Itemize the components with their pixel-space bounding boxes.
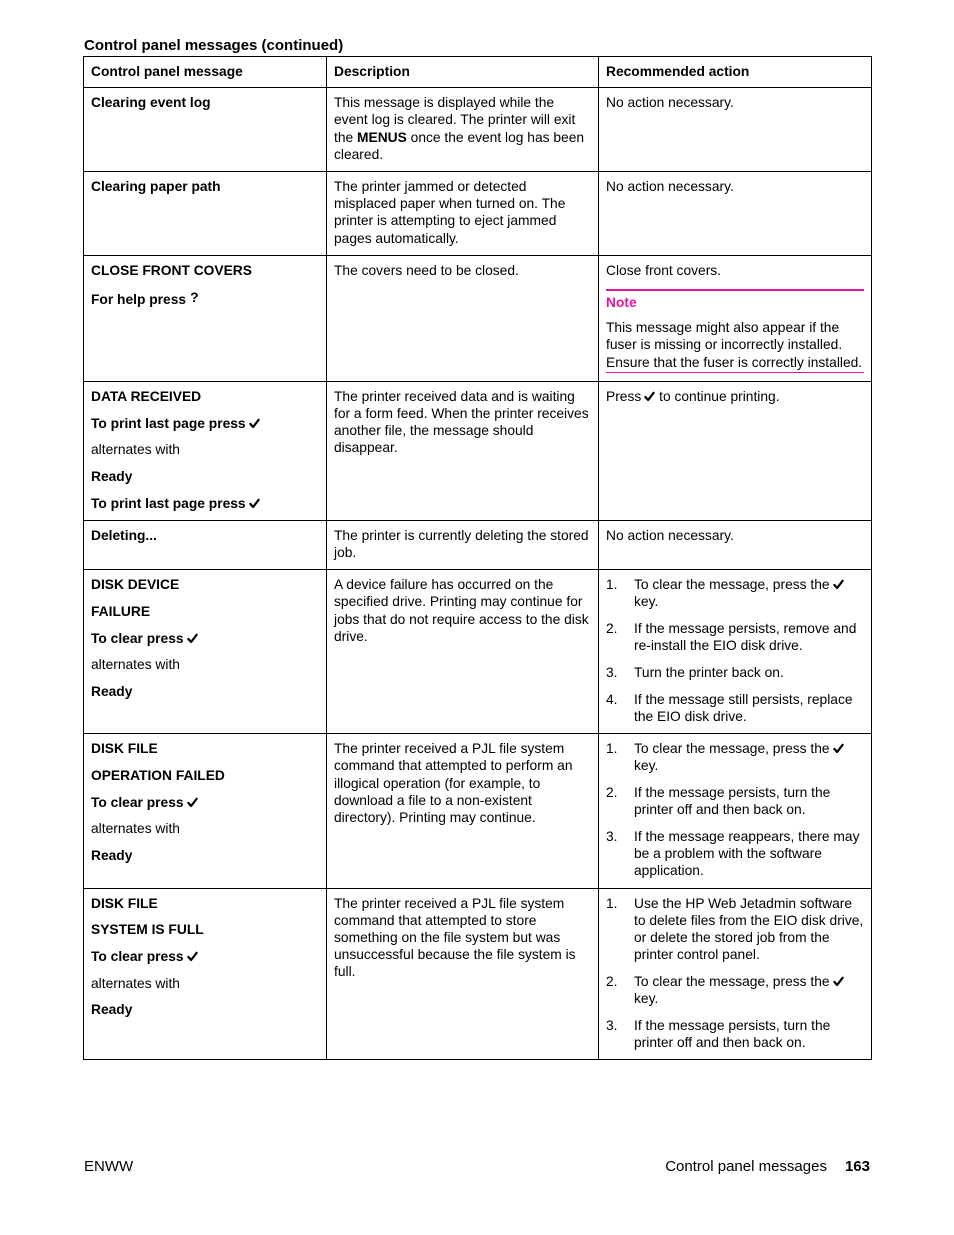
action-cell: No action necessary. (599, 88, 872, 172)
message-line: SYSTEM IS FULL (91, 922, 204, 938)
message-cell (84, 381, 327, 520)
description-text: once the event log has been cleared. (334, 129, 585, 162)
message-line: alternates with (91, 442, 180, 458)
description-text: This message is displayed while the event log is cleared. The printer will exit the (334, 95, 576, 145)
step-text: To clear the message, press the (634, 741, 830, 757)
step-text: If the message persists, remove and re-install the EIO disk drive. (634, 621, 857, 654)
step-text: If the message persists, turn the printer off and then back on. (634, 785, 831, 818)
table-row (84, 381, 872, 520)
message-line (91, 495, 319, 512)
message-line-text: To print last page press (91, 415, 246, 431)
message-line: alternates with (91, 657, 180, 673)
action-cell (599, 381, 872, 520)
list-item (606, 895, 864, 964)
message-line: Ready (91, 1002, 133, 1018)
message-cell (84, 255, 327, 381)
step-number: 4. (606, 691, 618, 707)
step-number: 2. (606, 973, 618, 989)
action-cell (599, 888, 872, 1060)
step-text: To clear the message, press the (634, 973, 830, 989)
note-title: Note (606, 295, 637, 311)
message-line-text: To clear press (91, 949, 184, 965)
message-line-text: To clear press (91, 630, 184, 646)
message-line: Clearing paper path (91, 179, 221, 195)
action-steps (606, 895, 864, 1052)
table-row (84, 888, 872, 1060)
description-cell: The covers need to be closed. (327, 255, 599, 381)
header-description: Description (327, 57, 599, 88)
page-number: 163 (844, 1158, 870, 1175)
action-text: to continue printing. (659, 388, 780, 404)
message-line: FAILURE (91, 603, 151, 619)
description-cell: The printer is currently deleting the stored job. (327, 520, 599, 569)
checkmark-icon (833, 743, 844, 754)
list-item (606, 691, 864, 725)
question-mark-icon: ? (190, 288, 199, 305)
list-item (606, 828, 864, 880)
step-text: If the message still persists, replace the EIO disk drive. (634, 691, 853, 724)
table-row (84, 520, 872, 569)
description-cell: A device failure has occurred on the specified drive. Printing may continue for jobs that do not require access to the disk drive. (327, 570, 599, 734)
checkmark-icon (187, 951, 198, 962)
message-line-text: For help press (91, 291, 187, 307)
table-row (84, 570, 872, 734)
action-cell (599, 570, 872, 734)
list-item (606, 620, 864, 654)
message-cell (84, 570, 327, 734)
message-line: alternates with (91, 821, 180, 837)
list-item (606, 1017, 864, 1051)
header-action: Recommended action (599, 57, 872, 88)
description-cell (327, 88, 599, 172)
message-line: Deleting... (91, 527, 157, 543)
step-text: key. (634, 758, 659, 774)
message-cell (84, 734, 327, 888)
message-line: DISK FILE (91, 741, 158, 757)
step-number: 3. (606, 665, 618, 681)
action-text: Close front covers. (606, 262, 722, 278)
footer-section: Control panel messages (665, 1158, 827, 1175)
table-row (84, 172, 872, 256)
message-cell (84, 172, 327, 256)
message-line: Ready (91, 468, 133, 484)
message-line: DISK DEVICE (91, 577, 180, 593)
table-row (84, 734, 872, 888)
description-cell: The printer received a PJL file system command that attempted to perform an illogical operation (for example, to download a file to a non-existent directory). Printing may continue. (327, 734, 599, 888)
step-text: If the message reappears, there may be a problem with the software application. (634, 829, 860, 879)
action-steps (606, 576, 864, 725)
step-text: key. (634, 991, 659, 1007)
control-panel-messages-table (83, 56, 872, 1060)
list-item (606, 784, 864, 818)
table-row (84, 255, 872, 381)
message-line: DISK FILE (91, 895, 158, 911)
description-cell: The printer jammed or detected misplaced paper when turned on. The printer is attempting to eject jammed pages automatically. (327, 172, 599, 256)
footer-right (665, 1158, 870, 1175)
note-box (606, 289, 864, 373)
message-cell (84, 888, 327, 1060)
action-cell (599, 255, 872, 381)
action-cell: No action necessary. (599, 520, 872, 569)
list-item (606, 973, 864, 1007)
step-text: To clear the message, press the (634, 577, 830, 593)
step-number: 1. (606, 741, 618, 757)
section-title: Control panel messages (continued) (84, 37, 344, 54)
checkmark-icon (249, 498, 260, 509)
message-line-text: To print last page press (91, 495, 246, 511)
list-item (606, 740, 864, 774)
message-cell (84, 88, 327, 172)
note-text: This message might also appear if the fuser is missing or incorrectly installed. Ensure that the fuser is correctly installed. (606, 319, 864, 373)
step-number: 1. (606, 577, 618, 593)
step-number: 2. (606, 621, 618, 637)
message-line: Clearing event log (91, 95, 211, 111)
checkmark-icon (249, 418, 260, 429)
action-text: Press (606, 388, 642, 404)
action-cell (599, 734, 872, 888)
list-item (606, 664, 864, 681)
step-number: 1. (606, 895, 618, 911)
checkmark-icon (187, 797, 198, 808)
message-line (91, 289, 319, 308)
step-number: 3. (606, 1017, 618, 1033)
message-line-text: To clear press (91, 794, 184, 810)
message-line (91, 794, 319, 811)
menus-keyword: MENUS (357, 129, 407, 145)
message-line: CLOSE FRONT COVERS (91, 262, 252, 278)
header-message: Control panel message (84, 57, 327, 88)
step-text: If the message persists, turn the printer off and then back on. (634, 1017, 831, 1051)
step-text: Turn the printer back on. (634, 665, 784, 681)
step-number: 2. (606, 785, 618, 801)
step-text: key. (634, 594, 659, 610)
step-text: Use the HP Web Jetadmin software to delete files from the EIO disk drive, or delete the stored job from the printer control panel. (634, 895, 864, 963)
description-cell: The printer received data and is waiting for a form feed. When the printer receives another file, the message should disappear. (327, 381, 599, 520)
action-cell: No action necessary. (599, 172, 872, 256)
step-number: 3. (606, 829, 618, 844)
table-header-row (84, 57, 872, 88)
checkmark-icon (187, 633, 198, 644)
message-line: Ready (91, 684, 133, 700)
message-line: Ready (91, 848, 133, 863)
checkmark-icon (833, 976, 844, 987)
message-line: DATA RECEIVED (91, 388, 202, 404)
list-item (606, 576, 864, 610)
checkmark-icon (833, 579, 844, 590)
message-line (91, 948, 319, 965)
table-row (84, 88, 872, 172)
message-line (91, 630, 319, 647)
checkmark-icon (644, 391, 655, 402)
message-cell (84, 520, 327, 569)
description-cell: The printer received a PJL file system command that attempted to store something on the file system but was unsuccessful because the file system is full. (327, 888, 599, 1060)
message-line: alternates with (91, 975, 180, 991)
message-line (91, 415, 319, 432)
message-line: OPERATION FAILED (91, 767, 225, 783)
action-steps (606, 740, 864, 879)
footer-left: ENWW (84, 1158, 134, 1175)
